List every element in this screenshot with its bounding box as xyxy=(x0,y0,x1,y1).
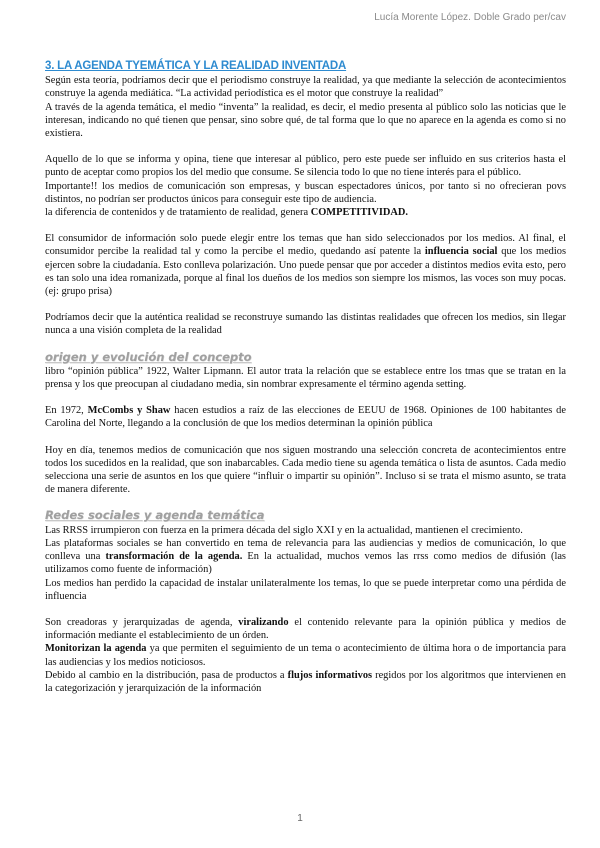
social-paragraph-6 xyxy=(45,669,566,695)
text-run: que los medios ejercen sobre la ciudadanía. Esto conlleva polarización. Uno puede pensar que por acceder a distintos medios evita esto, pero es tan solo una idea romanizada, porque al final los dueños de los medios son siempre los mismos, las voces son muy pocas. (ej: grupo prisa) xyxy=(45,246,566,298)
document-body xyxy=(45,60,566,695)
text-run: Las plataformas sociales se han convertido en tema de relevancia para las audiencias y medios de comunicación, lo que conlleva una xyxy=(45,537,566,563)
social-paragraph-4 xyxy=(45,616,566,642)
bold-term-influencia-social: influencia social xyxy=(424,246,498,258)
text-run: En la actualidad, muchos vemos las rrss como medios de difusión (las utilizamos como fuente de información) xyxy=(45,551,566,576)
social-paragraph-5 xyxy=(45,642,566,668)
intro-paragraph-5 xyxy=(45,206,566,219)
bold-term-monitorizan: Monitorizan la agenda xyxy=(45,643,147,655)
intro-paragraph-1: Según esta teoría, podríamos decir que el periodismo construye la realidad, ya que mediante la selección de acontecimientos construye la agenda mediática. “La actividad periodística es el motor que construye la realidad” xyxy=(45,75,566,100)
text-run: Son creadoras y jerarquizadas de agenda, xyxy=(45,616,239,628)
text-run: el contenido relevante para la opinión pública y medios de información mediante el establecimiento de un órden. xyxy=(45,616,566,642)
intro-paragraph-2: A través de la agenda temática, el medio “inventa” la realidad, es decir, el medio presenta al público solo las noticias que le interesan, indicando no qué tienen que pensar, sino sobre qué, de tal forma que lo que no aparece en la agenda es como si no existiera. xyxy=(45,101,566,140)
subsection-title-social: Redes sociales y agenda temática xyxy=(45,508,265,523)
bold-term-mccombs-shaw: McCombs y Shaw xyxy=(87,405,171,417)
running-header: Lucía Morente López. Doble Grado per/cav xyxy=(374,12,566,23)
bold-term-viralizando: viralizando xyxy=(238,616,289,628)
social-paragraph-1: Las RRSS irrumpieron con fuerza en la primera década del siglo XXI y en la actualidad, mantienen el crecimiento. xyxy=(45,524,523,536)
bold-term-competitividad: COMPETITIVIDAD. xyxy=(310,207,408,219)
bold-term-transformacion: transformación de la agenda. xyxy=(105,551,243,563)
text-run: En 1972, xyxy=(45,405,88,417)
intro-paragraph-4: Importante!! los medios de comunicación son empresas, y buscan espectadores únicos, por tanto si no ofrecieran povs distintos, no podrían ser productos únicos para conseguir este tipo de audiencia. xyxy=(45,180,566,205)
intro-paragraph-7: Podríamos decir que la auténtica realidad se reconstruye sumando las distintas realidades que ofrecen los medios, sin llegar nunca a una visión completa de la realidad xyxy=(45,312,566,337)
subsection-title-origin: origen y evolución del concepto xyxy=(45,349,252,364)
text-run: la diferencia de contenidos y de tratamiento de realidad, genera xyxy=(45,207,311,219)
text-run: El consumidor de información solo puede elegir entre los temas que han sido seleccionados por los medios. Al final, el consumidor percibe la realidad tal y como la percibe el medio, quedando así patente la xyxy=(45,233,566,258)
page-number: 1 xyxy=(297,813,303,824)
social-paragraph-2 xyxy=(45,537,566,577)
text-run: hacen estudios a raíz de las elecciones de EEUU de 1968. Opiniones de 100 habitantes de Carolina del Norte, llegando a la conclusión de que los medios determinan la opinión pública xyxy=(45,405,566,430)
text-run: ya que permiten el seguimiento de un tema o acontecimiento de última hora o de importancia para las audiencias y los medios noticiosos. xyxy=(45,643,566,668)
intro-paragraph-6 xyxy=(45,232,566,298)
section-title: 3. LA AGENDA TYEMÁTICA Y LA REALIDAD INVENTADA xyxy=(45,60,347,72)
text-run: regidos por los algoritmos que intervienen en la categorización y jerarquización de la información xyxy=(45,669,566,694)
intro-paragraph-3: Aquello de lo que se informa y opina, tiene que interesar al público, pero este puede ser influido en sus criterios hasta el punto de aceptar como propios los del medio que consume. Se silencia todo lo que no tiene interés para el público. xyxy=(45,154,566,179)
origin-paragraph-1: libro “opinión pública” 1922, Walter Lipmann. El autor trata la relación que se establece entre los tmas que se tratan en la prensa y los que preocupan al ciudadano media, sin nombrar expresamente el término agenda setting. xyxy=(45,365,566,391)
text-run: Debido al cambio en la distribución, pasa de productos a xyxy=(45,669,288,681)
social-paragraph-3: Los medios han perdido la capacidad de instalar unilateralmente los temas, lo que se puede interpretar como una pérdida de influencia xyxy=(45,577,566,602)
bold-term-flujos: flujos informativos xyxy=(287,669,373,681)
origin-paragraph-3: Hoy en día, tenemos medios de comunicación que nos siguen mostrando una selección concreta de acontecimientos entre todos los sucedidos en la realidad, que son inabarcables. Cada medio tiene su agenda temática o lista de asuntos. Cada medio selecciona una serie de asuntos en los que quiere “influir o impartir su opinión”. Incluso si se trata el mismo asunto, se trata de manera diferente. xyxy=(45,444,566,496)
origin-paragraph-2 xyxy=(45,404,566,430)
